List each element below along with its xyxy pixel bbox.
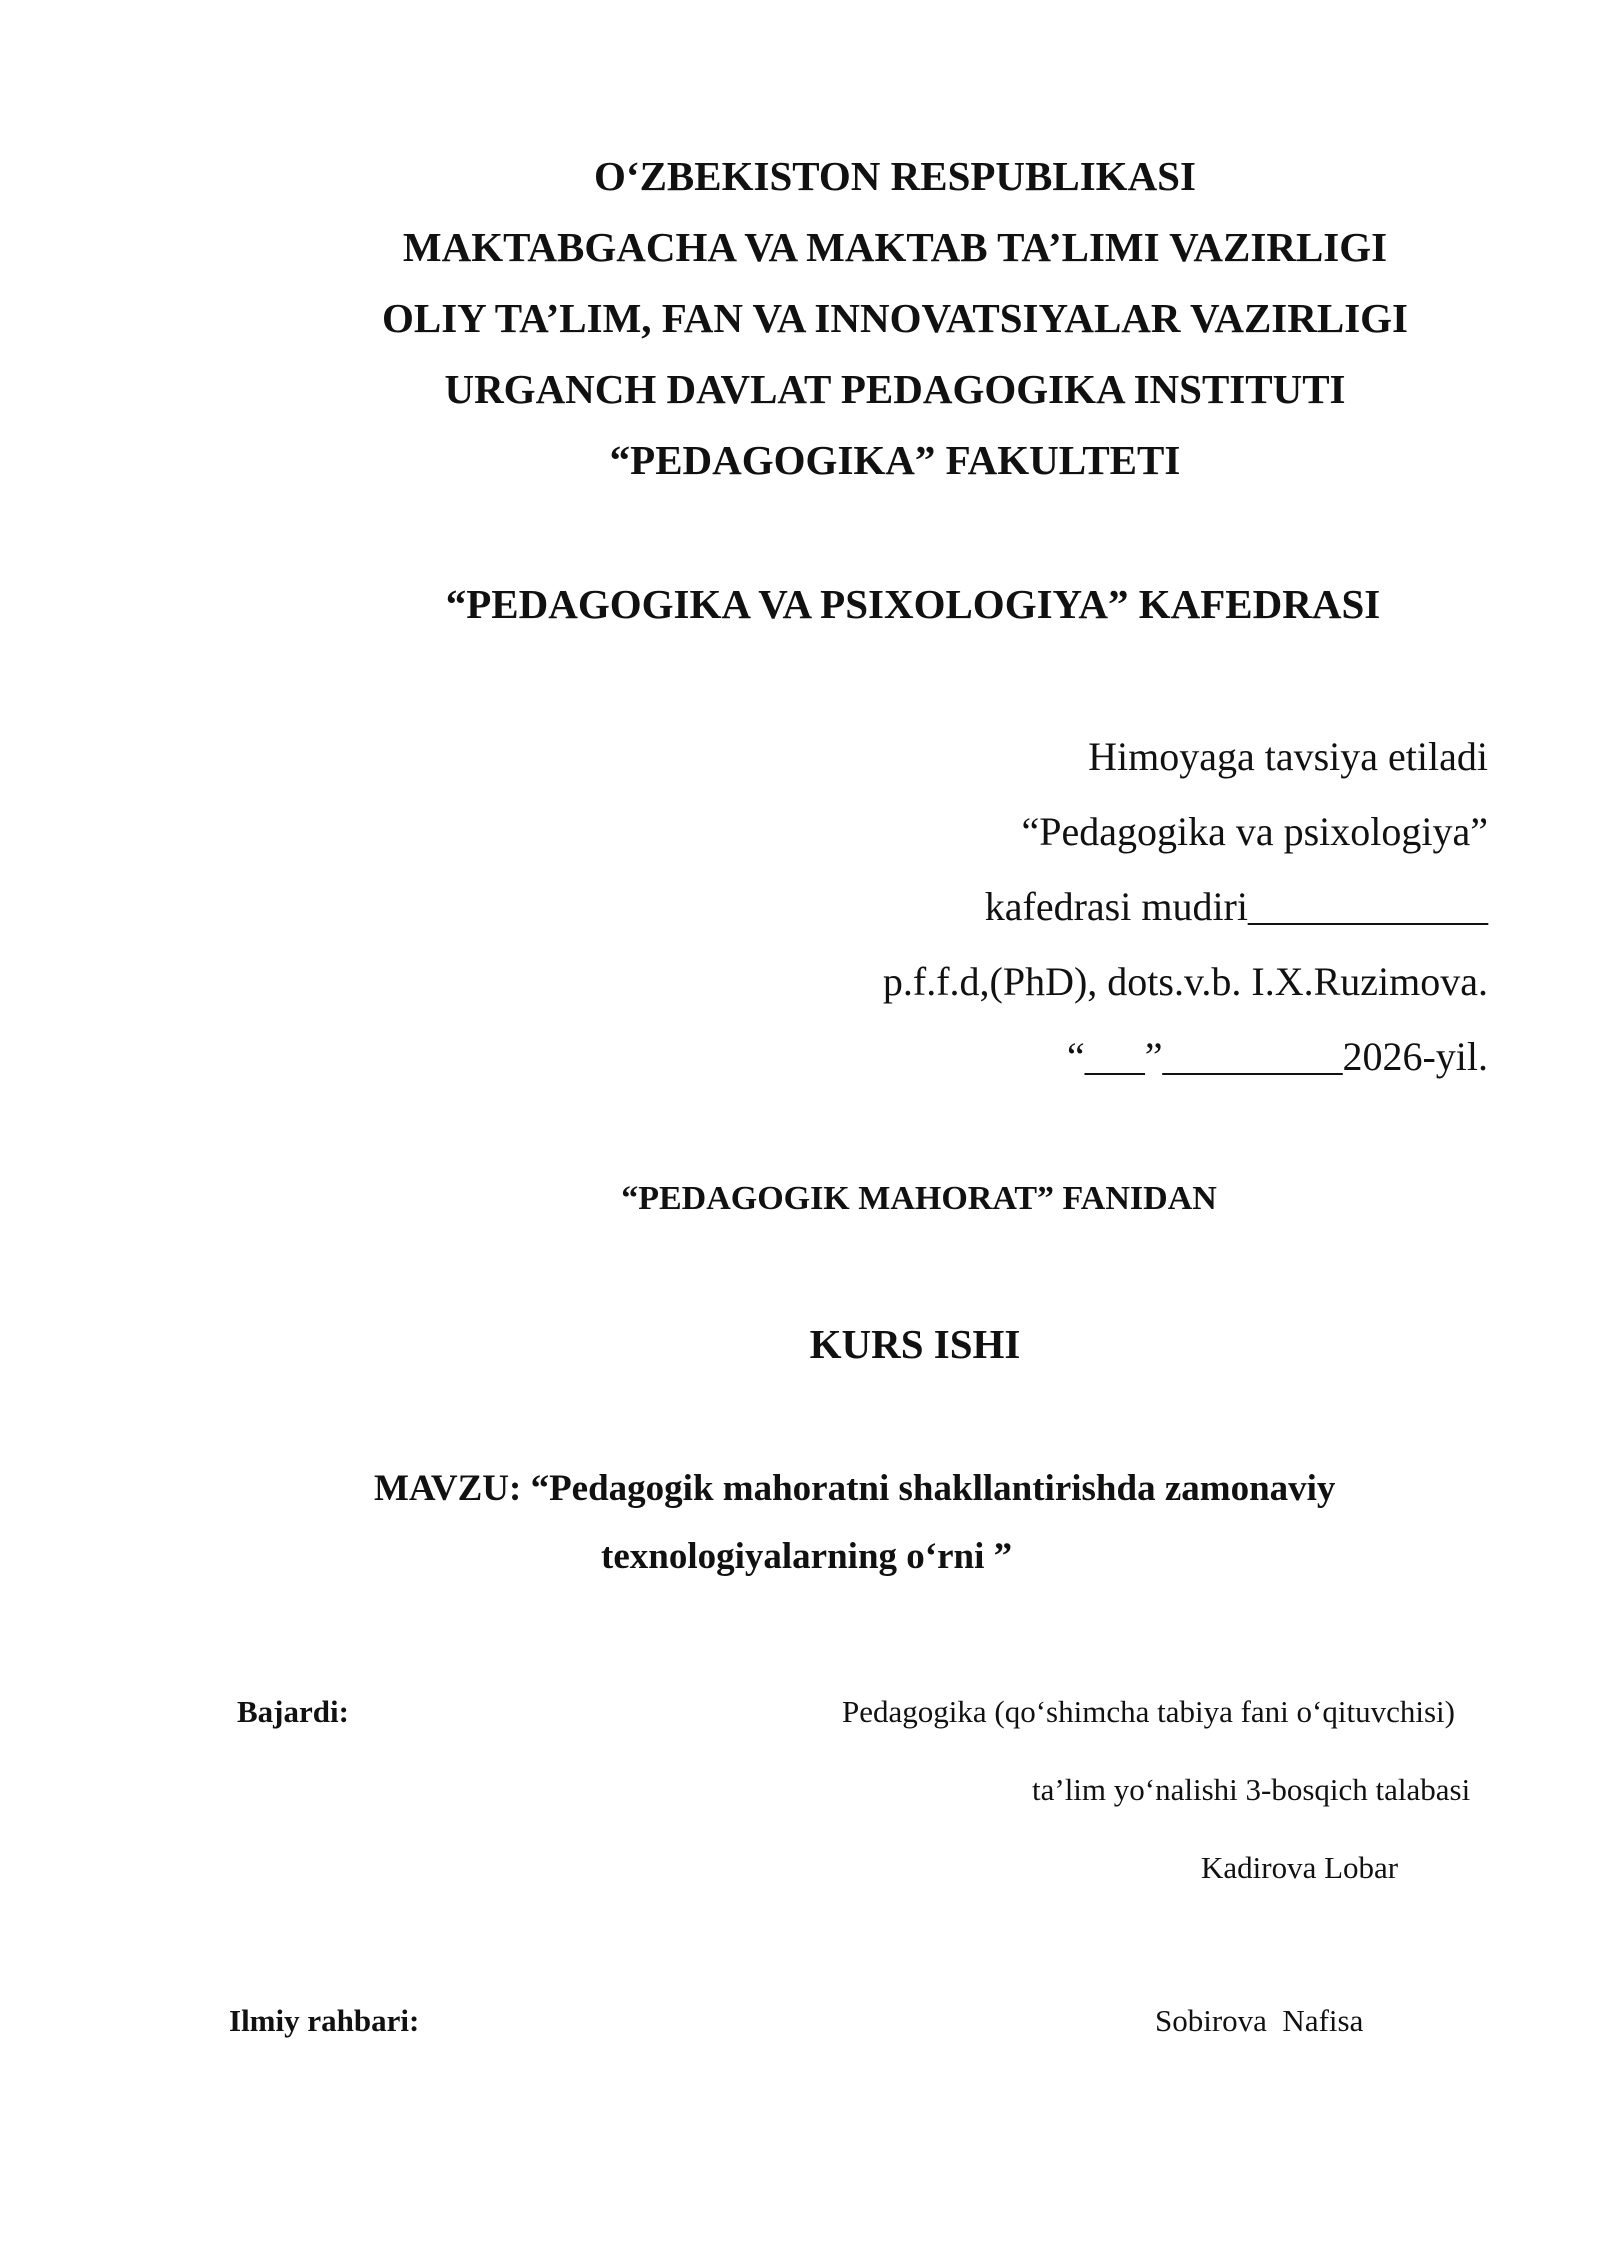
approval-head-name: p.f.f.d,(PhD), dots.v.b. I.X.Ruzimova. (882, 959, 1488, 1004)
header-country: O‘ZBEKISTON RESPUBLIKASI (594, 153, 1196, 199)
performer-name: Kadirova Lobar (1201, 1850, 1399, 1885)
performer-program: Pedagogika (qo‘shimcha tabiya fani o‘qituvchisi) (842, 1694, 1455, 1729)
supervisor-name: Sobirova Nafisa (1155, 2003, 1364, 2038)
approval-recommended: Himoyaga tavsiya etiladi (1088, 734, 1488, 779)
work-type: KURS ISHI (809, 1321, 1021, 1367)
topic-line-1: MAVZU: “Pedagogik mahoratni shakllantirishda zamonaviy (374, 1468, 1336, 1509)
topic-line-2: texnologiyalarning o‘rni ” (601, 1536, 1013, 1577)
header-ministry-school: MAKTABGACHA VA MAKTAB TA’LIMI VAZIRLIGI (402, 224, 1388, 270)
subject-title: “PEDAGOGIK MAHORAT” FANIDAN (621, 1180, 1217, 1217)
performer-course: ta’lim yo‘nalishi 3-bosqich talabasi (1032, 1772, 1471, 1807)
header-kafedra: “PEDAGOGIKA VA PSIXOLOGIYA” KAFEDRASI (445, 581, 1381, 627)
approval-kafedra-name: “Pedagogika va psixologiya” (1021, 809, 1488, 854)
performer-label: Bajardi: (237, 1694, 349, 1729)
approval-head-signature: kafedrasi mudiri____________ (984, 884, 1488, 929)
supervisor-label: Ilmiy rahbari: (229, 2003, 420, 2038)
header-ministry-higher: OLIY TA’LIM, FAN VA INNOVATSIYALAR VAZIRLIGI (381, 295, 1409, 341)
header-faculty: “PEDAGOGIKA” FAKULTETI (609, 437, 1181, 483)
header-institute: URGANCH DAVLAT PEDAGOGIKA INSTITUTI (444, 366, 1346, 412)
approval-date: “___”_________2026-yil. (1066, 1034, 1488, 1079)
